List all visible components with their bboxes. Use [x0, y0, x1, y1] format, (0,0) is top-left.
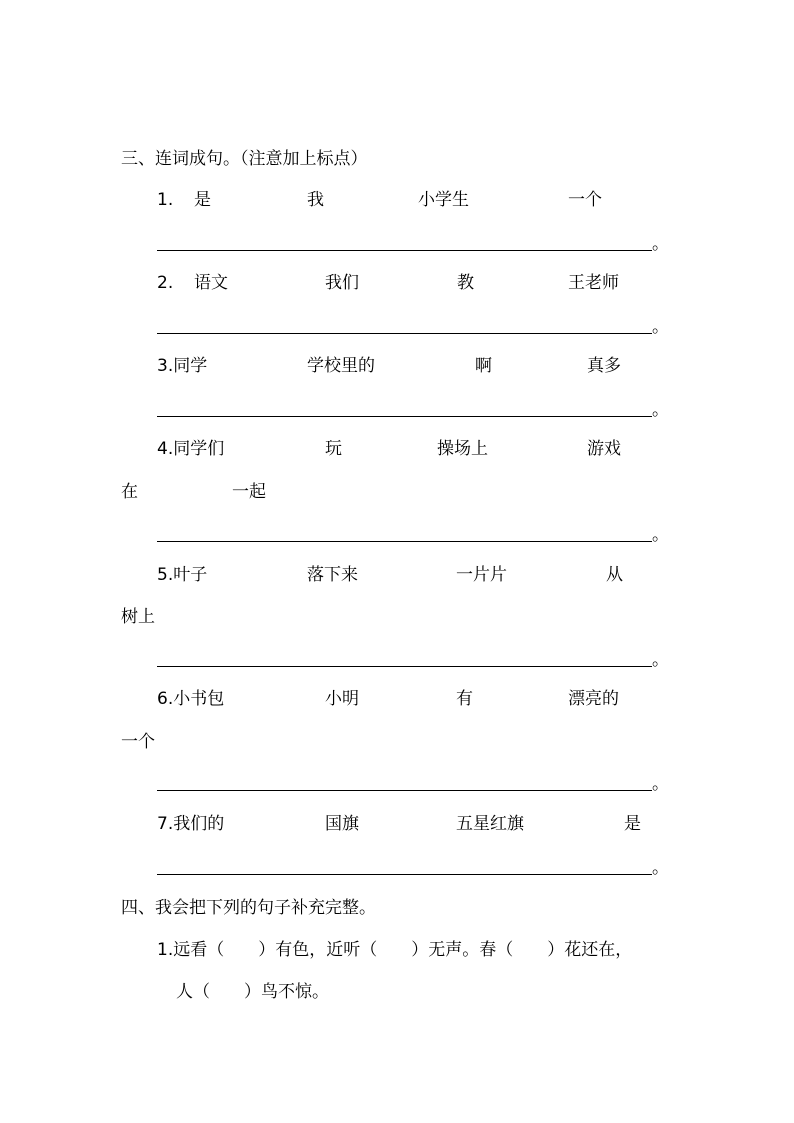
q4-word-5: 在	[121, 482, 138, 502]
q1-word-2: 我	[307, 190, 324, 210]
q1-answer-line[interactable]	[157, 250, 652, 251]
q3-answer-line[interactable]	[157, 416, 652, 417]
q7-word-4: 是	[624, 814, 641, 834]
q7-answer-line[interactable]	[157, 874, 652, 875]
q3-word-1: 3.同学	[157, 356, 208, 376]
q3-word-3: 啊	[475, 356, 492, 376]
q1-word-3: 小学生	[418, 190, 469, 210]
q4-word-6: 一起	[232, 482, 266, 502]
q6-word-5: 一个	[121, 732, 155, 752]
q2-word-2: 我们	[325, 273, 359, 293]
q3-word-4: 真多	[587, 356, 621, 376]
q3-period: 。	[652, 400, 669, 420]
section-4-heading: 四、我会把下列的句子补充完整。	[121, 898, 376, 918]
q5-answer-line[interactable]	[157, 666, 652, 667]
q6-period: 。	[652, 774, 669, 794]
q5-word-1: 5.叶子	[157, 565, 208, 585]
section-3-heading: 三、连词成句。（注意加上标点）	[121, 149, 368, 169]
q4-answer-line[interactable]	[157, 541, 652, 542]
q4-word-4: 游戏	[587, 439, 621, 459]
q7-word-2: 国旗	[325, 814, 359, 834]
q2-word-3: 教	[457, 273, 474, 293]
q1-number: 1.	[157, 190, 174, 210]
q1-period: 。	[652, 234, 669, 254]
q6-word-1: 6.小书包	[157, 689, 225, 709]
q6-word-2: 小明	[325, 689, 359, 709]
q7-period: 。	[652, 858, 669, 878]
q6-word-3: 有	[456, 689, 473, 709]
q5-word-4: 从	[606, 565, 623, 585]
q2-word-4: 王老师	[568, 273, 619, 293]
q5-period: 。	[652, 650, 669, 670]
q4-word-1: 4.同学们	[157, 439, 225, 459]
q4-word-3: 操场上	[437, 439, 488, 459]
section-4-q1-line-2: 人（ ）鸟不惊。	[176, 982, 329, 1002]
q5-word-2: 落下来	[307, 565, 358, 585]
q5-word-5: 树上	[121, 607, 155, 627]
q5-word-3: 一片片	[456, 565, 507, 585]
section-4-q1-line-1: 1.远看（ ）有色，近听（ ）无声。春（ ）花还在，	[157, 940, 633, 960]
q1-word-1: 是	[194, 190, 211, 210]
q1-word-4: 一个	[568, 190, 602, 210]
q4-period: 。	[652, 525, 669, 545]
q7-word-3: 五星红旗	[456, 814, 524, 834]
q3-word-2: 学校里的	[307, 356, 375, 376]
q4-word-2: 玩	[325, 439, 342, 459]
q2-number: 2.	[157, 273, 174, 293]
q2-answer-line[interactable]	[157, 333, 652, 334]
q2-period: 。	[652, 317, 669, 337]
q6-word-4: 漂亮的	[568, 689, 619, 709]
q2-word-1: 语文	[194, 273, 228, 293]
q7-word-1: 7.我们的	[157, 814, 225, 834]
q6-answer-line[interactable]	[157, 790, 652, 791]
